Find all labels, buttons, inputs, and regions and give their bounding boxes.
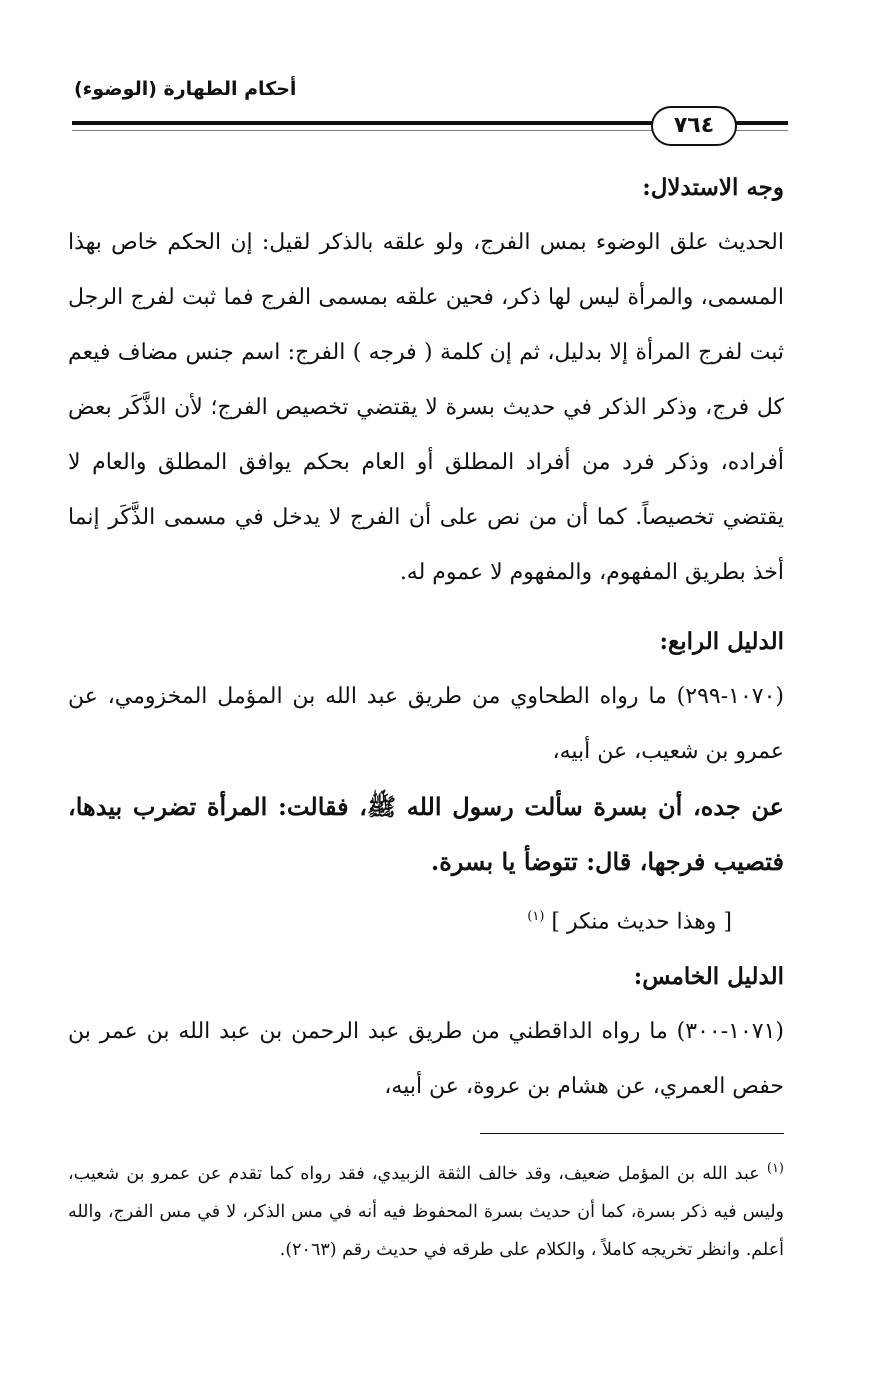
paragraph-reasoning: الحديث علق الوضوء بمس الفرج، ولو علقه بالذكر لقيل: إن الحكم خاص بهذا المسمى، والمرأة ليس لها ذكر، فحين علقه بمسمى الفرج فما ثبت لفرج الرجل ثبت لفرج المرأة إلا بدليل، ثم إن كلمة ( فرجه ) الفرج: اسم جنس مضاف فيعم كل فرج، وذكر الذكر في حديث بسرة لا يقتضي تخصيص الفرج؛ لأن الذَّكَر بعض أفراده، وذكر فرد من أفراد المطلق أو العام بحكم يوافق المطلق والعام لا يقتضي تخصيصاً. كما أن من نص على أن الفرج لا يدخل في مسمى الذَّكَر إنما أخذ بطريق المفهوم، والمفهوم لا عموم له. [68, 230, 784, 585]
grading-note [68, 889, 784, 949]
footnote-separator [480, 1133, 784, 1134]
section-heading-fourth-proof: الدليل الرابع: [659, 628, 784, 655]
footnote-reference[interactable]: (١) [527, 909, 545, 924]
grading-note-text: [ وهذا حديث منكر ] [551, 909, 732, 935]
paragraph-narration-tahawi: (١٠٧٠-٢٩٩) ما رواه الطحاوي من طريق عبد الله بن المؤمل المخزومي، عن عمرو بن شعيب، عن أبيه، [68, 684, 784, 764]
paragraph-narration-daraqutni: (١٠٧١-٣٠٠) ما رواه الداقطني من طريق عبد الرحمن بن عبد الله بن عمر بن حفص العمري، عن هشام بن عروة، عن أبيه، [68, 1019, 784, 1100]
main-text [68, 160, 784, 1114]
section-heading-evidence-aspect: وجه الاستدلال: [642, 174, 784, 201]
footnote-text: عبد الله بن المؤمل ضعيف، وقد خالف الثقة الزبيدي، فقد رواه كما تقدم عن عمرو بن شعيب، وليس فيه ذكر بسرة، كما أن حديث بسرة المحفوظ فيه أنه في مس الذكر، لا في مس الفرج، والله أعلم. وانظر تخريجه كاملاً ، والكلام على طرقه في حديث رقم (٢٠٦٣). [68, 1163, 784, 1260]
footnote-number: (١) [766, 1161, 784, 1176]
section-heading-fifth-proof: الدليل الخامس: [633, 963, 784, 991]
running-title: أحكام الطهارة (الوضوء) [74, 78, 297, 100]
hadith-text-busra: عن جده، أن بسرة سألت رسول الله ﷺ، فقالت: المرأة تضرب بيدها، فتصيب فرجها، قال: تتوضأ يا بسرة. [68, 792, 784, 876]
page-number: ٧٦٤ [651, 106, 737, 146]
footnote [68, 1150, 784, 1269]
